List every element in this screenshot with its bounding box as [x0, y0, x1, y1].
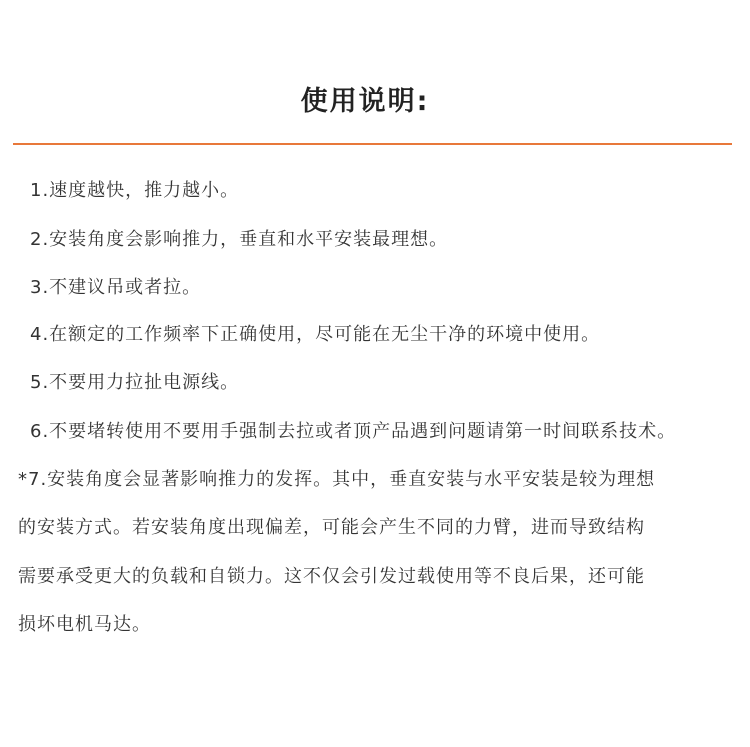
title-divider: [13, 143, 732, 145]
note-line-1: *7.安装角度会显著影响推力的发挥。其中，垂直安装与水平安装是较为理想: [18, 469, 656, 490]
instruction-item-3: 3.不建议吊或者拉。: [30, 277, 202, 298]
note-line-4: 损坏电机马达。: [18, 614, 151, 635]
note-line-2: 的安装方式。若安装角度出现偏差，可能会产生不同的力臂，进而导致结构: [18, 517, 645, 538]
page-title: 使用说明:: [300, 86, 430, 117]
instruction-item-4: 4.在额定的工作频率下正确使用，尽可能在无尘干净的环境中使用。: [30, 324, 601, 345]
instruction-item-1: 1.速度越快，推力越小。: [30, 180, 240, 201]
note-line-3: 需要承受更大的负载和自锁力。这不仅会引发过载使用等不良后果，还可能: [18, 566, 645, 587]
instruction-item-6: 6.不要堵转使用不要用手强制去拉或者顶产品遇到问题请第一时间联系技术。: [30, 421, 677, 442]
instruction-item-5: 5.不要用力拉扯电源线。: [30, 372, 240, 393]
instruction-item-2: 2.安装角度会影响推力，垂直和水平安装最理想。: [30, 229, 449, 250]
